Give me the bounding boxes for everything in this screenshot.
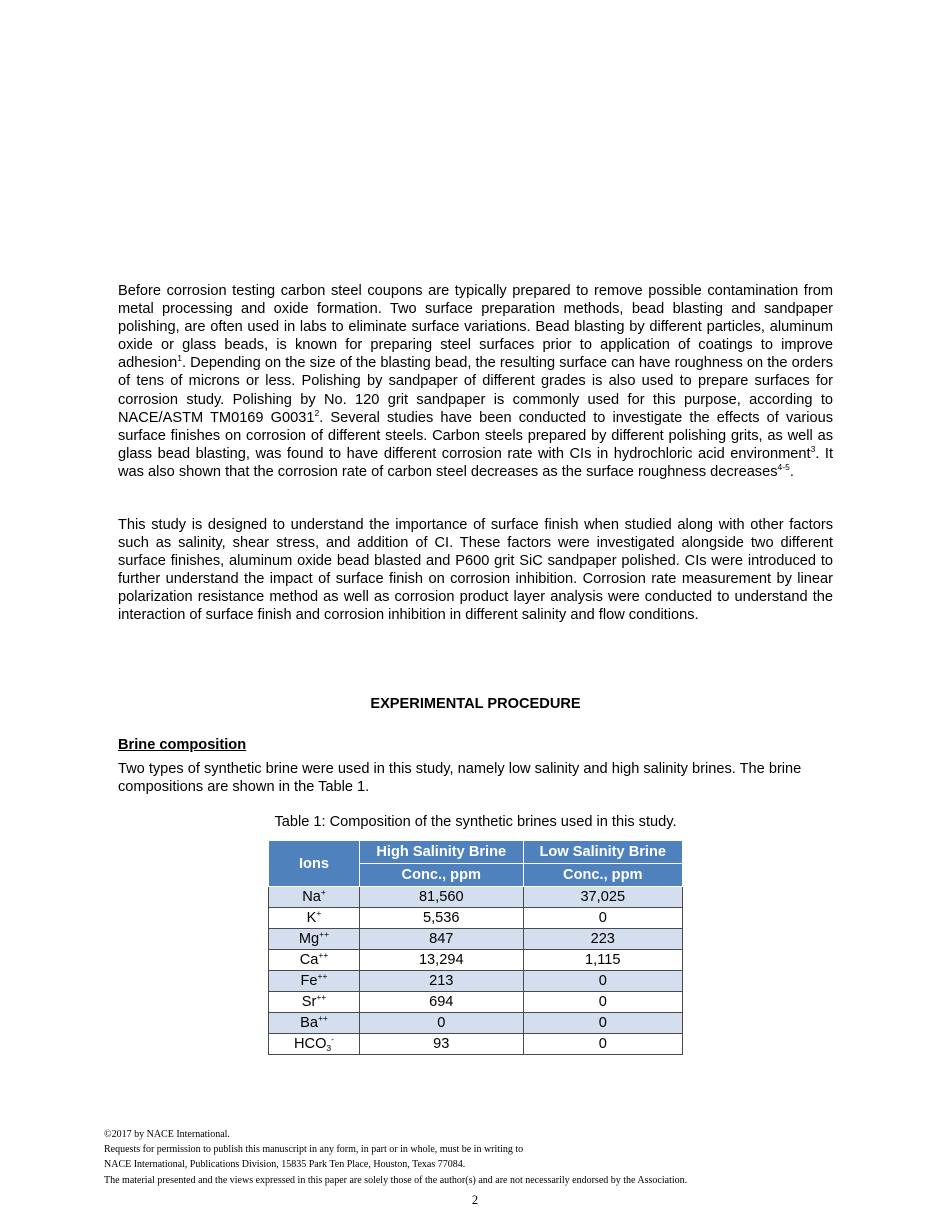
subsection-heading: Brine composition xyxy=(118,737,247,753)
copyright-footer xyxy=(104,1127,687,1188)
text-run: . Depending on the size of the blasting bead, the resulting surface can have roughness on the orders of tens of microns or less. Polishing by sandpaper of different grades is also used to prepare surfaces for corrosion study. Polishing by No. 120 grit sandpaper is commonly used for this purpose, according to NACE/ASTM TM0169 G0031 xyxy=(118,355,833,426)
citation-4-5: 4-5 xyxy=(777,461,790,472)
ion-charge: ++ xyxy=(319,929,330,939)
ion-charge: ++ xyxy=(317,971,328,981)
high-salinity-cell: 93 xyxy=(360,1034,524,1055)
footer-line: The material presented and the views expressed in this paper are solely those of the author(s) and are not necessarily endorsed by the Association. xyxy=(104,1174,688,1186)
header-ions: Ions xyxy=(269,841,360,887)
text-run: . xyxy=(789,463,794,480)
ion-charge: - xyxy=(331,1034,334,1044)
table-row xyxy=(269,887,683,908)
text-run: Before corrosion testing carbon steel coupons are typically prepared to remove possible contamination from metal processing and oxide formation. Two surface preparation methods, bead blasting and sandpaper polishing, are often used in labs to eliminate surface variations. Bead blasting by different particles, aluminum oxide or glass beads, is known for preparing steel surfaces prior to application of coatings to improve adhesion xyxy=(118,283,833,372)
table-header-row xyxy=(269,841,683,864)
table-row xyxy=(269,908,683,929)
brine-paragraph: Two types of synthetic brine were used in this study, namely low salinity and high salinity brines. The brine compositions are shown in the Table 1. xyxy=(118,761,802,796)
table-row xyxy=(269,929,683,950)
footer-line: NACE International, Publications Division, 15835 Park Ten Place, Houston, Texas 77084. xyxy=(104,1159,466,1171)
table-row xyxy=(269,1034,683,1055)
citation-3: 3 xyxy=(810,443,816,454)
footer-line: ©2017 by NACE International. xyxy=(104,1129,230,1140)
ion-cell xyxy=(269,971,360,992)
header-high-unit: Conc., ppm xyxy=(360,864,524,887)
low-salinity-cell: 0 xyxy=(523,971,682,992)
ion-symbol: HCO xyxy=(293,1036,327,1052)
ion-charge: ++ xyxy=(318,950,329,960)
table-body xyxy=(269,887,683,1055)
intro-paragraph-2: This study is designed to understand the importance of surface finish when studied along with other factors such as salinity, shear stress, and addition of CI. These factors were investigated alongside two different surface finishes, aluminum oxide bead blasted and P600 grit SiC sandpaper polished. CIs were introduced to further understand the impact of surface finish on corrosion inhibition. Corrosion rate measurement by linear polarization resistance method as well as corrosion product layer analysis were conducted to understand the interaction of surface finish and corrosion inhibition in different salinity and flow conditions. xyxy=(118,517,833,624)
ion-cell xyxy=(269,887,360,908)
ion-cell xyxy=(269,992,360,1013)
ion-subscript: 3 xyxy=(326,1043,332,1053)
footer-line: Requests for permission to publish this manuscript in any form, in part or in whole, must be in writing to xyxy=(104,1144,524,1156)
section-heading: EXPERIMENTAL PROCEDURE xyxy=(370,696,581,712)
header-low-unit: Conc., ppm xyxy=(523,864,682,887)
text-run: . Several studies have been conducted to investigate the effects of various surface finishes on corrosion of different steels. Carbon steels prepared by different polishing grits, as well as glass bead blasting, was found to have different corrosion rate with CIs in hydrochloric acid environment xyxy=(118,409,833,462)
ion-cell xyxy=(269,908,360,929)
table-row xyxy=(269,950,683,971)
header-high-salinity: High Salinity Brine xyxy=(360,841,524,864)
brine-composition-table xyxy=(268,840,683,1055)
ion-symbol: Mg xyxy=(298,931,320,947)
citation-1: 1 xyxy=(177,353,182,364)
ion-cell xyxy=(269,1013,360,1034)
text-run: . It was also shown that the corrosion rate of carbon steel decreases as the surface roughness decreases xyxy=(118,445,834,480)
high-salinity-cell: 0 xyxy=(360,1013,524,1034)
low-salinity-cell: 0 xyxy=(523,1013,682,1034)
intro-paragraph-1 xyxy=(118,282,833,481)
table-row xyxy=(269,971,683,992)
ion-symbol: Fe xyxy=(300,973,318,989)
high-salinity-cell: 5,536 xyxy=(360,908,524,929)
low-salinity-cell: 1,115 xyxy=(523,950,682,971)
low-salinity-cell: 0 xyxy=(523,908,682,929)
low-salinity-cell: 37,025 xyxy=(523,887,682,908)
ion-symbol: K xyxy=(306,910,317,926)
low-salinity-cell: 0 xyxy=(523,1034,682,1055)
high-salinity-cell: 694 xyxy=(360,992,524,1013)
ion-charge: ++ xyxy=(316,992,327,1002)
ion-symbol: Na xyxy=(302,889,321,905)
high-salinity-cell: 81,560 xyxy=(360,887,524,908)
header-low-salinity: Low Salinity Brine xyxy=(523,841,682,864)
table-row xyxy=(269,1013,683,1034)
ion-symbol: Ba xyxy=(300,1015,318,1031)
low-salinity-cell: 223 xyxy=(523,929,682,950)
ion-charge: + xyxy=(316,908,322,918)
ion-charge: ++ xyxy=(317,1013,328,1023)
page-number: 2 xyxy=(471,1193,479,1207)
ion-symbol: Ca xyxy=(299,952,319,968)
ion-cell xyxy=(269,950,360,971)
low-salinity-cell: 0 xyxy=(523,992,682,1013)
high-salinity-cell: 13,294 xyxy=(360,950,524,971)
citation-2: 2 xyxy=(314,407,320,418)
ion-symbol: Sr xyxy=(301,994,317,1010)
ion-cell xyxy=(269,1034,360,1055)
ion-cell xyxy=(269,929,360,950)
high-salinity-cell: 213 xyxy=(360,971,524,992)
table-row xyxy=(269,992,683,1013)
ion-charge: + xyxy=(320,887,326,897)
table-caption: Table 1: Composition of the synthetic brines used in this study. xyxy=(274,814,677,830)
high-salinity-cell: 847 xyxy=(360,929,524,950)
